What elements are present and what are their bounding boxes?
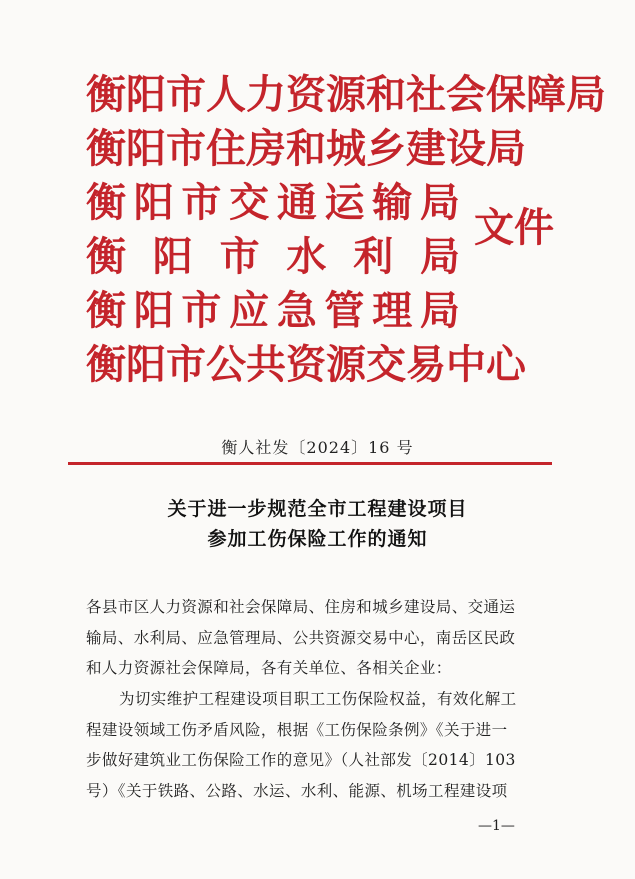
suffix-char: 件 [514, 204, 554, 251]
issuer-char: 阳 [133, 179, 174, 226]
suffix-char: 文 [474, 204, 514, 251]
issuer-char: 交 [229, 179, 270, 226]
issuer-char: 运 [324, 179, 365, 226]
document-suffix [474, 200, 554, 256]
issuer-char: 市 [219, 233, 260, 280]
body-line: 输局、水利局、应急管理局、公共资源交易中心，南岳区民政 [86, 629, 516, 647]
issuer-line-2 [86, 124, 526, 174]
red-divider [68, 462, 552, 465]
body-line: 各县市区人力资源和社会保障局、住房和城乡建设局、交通运 [86, 598, 516, 616]
issuer-line-5 [86, 286, 460, 336]
issuer-char: 管 [324, 287, 365, 334]
page-number: —1— [478, 818, 515, 834]
issuer-char: 理 [372, 287, 413, 334]
issuer-char: 急 [276, 287, 317, 334]
issuer-text: 衡阳市住房和城乡建设局 [86, 125, 526, 172]
body-line-indented: 为切实维护工程建设项目职工工伤保险权益，有效化解工 [119, 690, 517, 708]
issuer-char: 衡 [86, 287, 126, 334]
issuer-line-4 [86, 232, 460, 282]
issuer-char: 衡 [86, 179, 126, 226]
issuer-char: 局 [419, 233, 460, 280]
body-line: 步做好建筑业工伤保险工作的意见》（人社部发〔2014〕103 [86, 751, 516, 769]
issuer-line-6 [86, 340, 526, 390]
document-number: 衡人社发〔2024〕16 号 [221, 438, 414, 457]
issuer-char: 衡 [86, 233, 126, 280]
issuer-char: 利 [353, 233, 394, 280]
body-line: 程建设领域工伤矛盾风险，根据《工伤保险条例》《关于进一 [86, 721, 508, 739]
title-line-1: 关于进一步规范全市工程建设项目 [167, 498, 468, 520]
issuer-char: 水 [286, 233, 327, 280]
body-line: 号）《关于铁路、公路、水运、水利、能源、机场工程建设项 [86, 782, 508, 800]
issuer-line-1 [86, 70, 606, 120]
issuer-char: 通 [276, 179, 317, 226]
issuer-char: 局 [419, 179, 460, 226]
issuer-text: 衡阳市公共资源交易中心 [86, 341, 526, 388]
issuer-char: 输 [372, 179, 413, 226]
title-line-2: 参加工伤保险工作的通知 [207, 528, 428, 550]
issuer-char: 阳 [152, 233, 193, 280]
issuer-char: 市 [181, 287, 222, 334]
issuer-text: 衡阳市人力资源和社会保障局 [86, 71, 606, 118]
issuer-line-3 [86, 178, 460, 228]
issuer-char: 局 [419, 287, 460, 334]
body-line: 和人力资源社会保障局，各有关单位、各相关企业： [86, 659, 452, 677]
issuer-char: 市 [181, 179, 222, 226]
issuer-char: 阳 [133, 287, 174, 334]
issuer-char: 应 [229, 287, 270, 334]
